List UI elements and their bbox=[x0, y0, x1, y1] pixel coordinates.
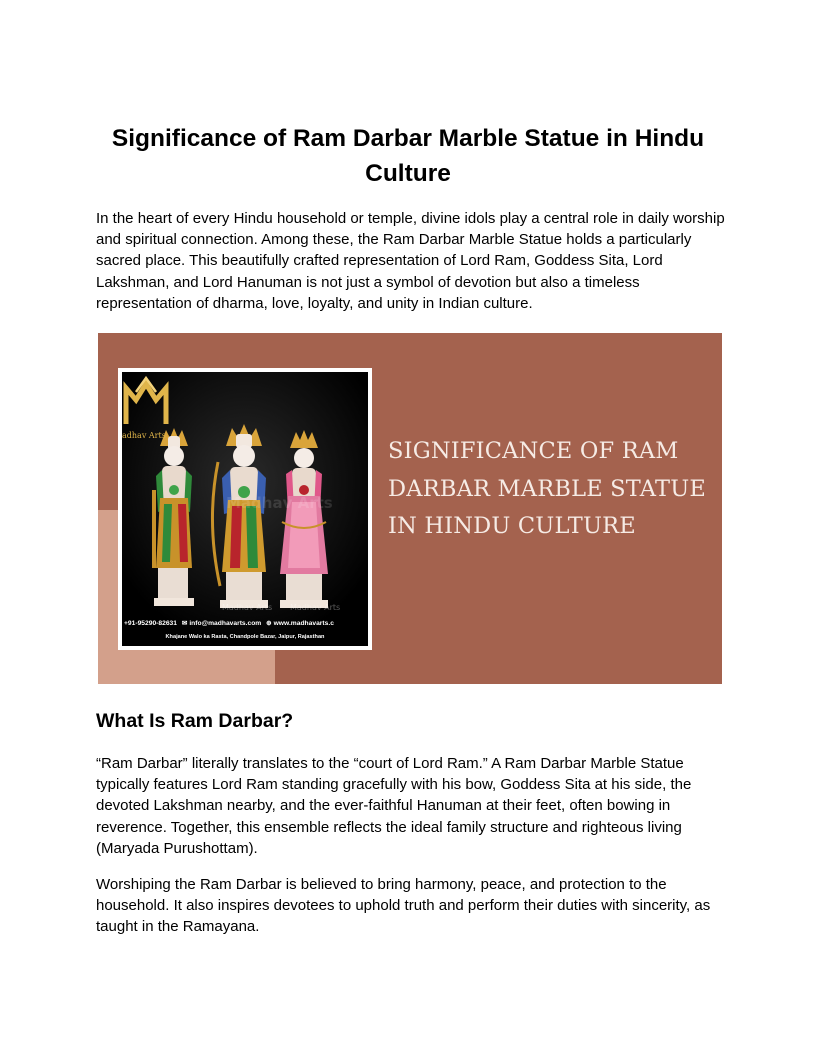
section-paragraph: “Ram Darbar” literally translates to the “court of Lord Ram.” A Ram Darbar Marble Statue typically features Lord Ram standing gracefully with his bow, Goddess Sita at his side, the devoted Lakshman nearby, and the ever-faithful Hanuman at their feet, often bowing in reverence. Together, this ensemble reflects the ideal family structure and righteous living (Maryada Purushottam). bbox=[96, 755, 692, 857]
statue-photo-frame bbox=[118, 368, 372, 650]
section-heading: What Is Ram Darbar? bbox=[96, 710, 294, 732]
pedestal-watermark: Madhav Arts bbox=[222, 603, 273, 612]
mail-icon: ✉ bbox=[181, 620, 188, 627]
ram-darbar-statue-photo bbox=[122, 372, 368, 646]
brand-name: adhav Arts bbox=[122, 431, 166, 440]
intro-paragraph: In the heart of every Hindu household or temple, divine idols play a central role in daily worship and spiritual connection. Among these, the Ram Darbar Marble Statue holds a particularly sacred place. This beautifully crafted representation of Lord Ram, Goddess Sita, Lord Lakshman, and Lord Hanuman is not just a symbol of devotion but also a timeless representation of dharma, love, loyalty, and unity in Indian culture. bbox=[96, 210, 725, 312]
shop-address: Khajane Walo ka Rasta, Chandpole Bazar, Jaipur, Rajasthan bbox=[165, 634, 325, 640]
banner-title: SIGNIFICANCE OF RAM DARBAR MARBLE STATUE IN HINDU CULTURE bbox=[388, 438, 706, 539]
photo-watermark: Madhav Arts bbox=[226, 494, 333, 512]
contact-line bbox=[124, 619, 368, 627]
pedestal-watermark: Madhav Arts bbox=[290, 603, 341, 612]
page-title: Significance of Ram Darbar Marble Statue in Hindu Culture bbox=[111, 125, 705, 187]
email-address: info@madhavarts.com bbox=[189, 620, 262, 627]
section-paragraph: Worshiping the Ram Darbar is believed to bring harmony, peace, and protection to the household. It also inspires devotees to uphold truth and perform their duties with sincerity, as taught in the Ramayana. bbox=[96, 876, 711, 936]
article-banner bbox=[98, 333, 722, 684]
statue-illustration bbox=[122, 372, 368, 646]
website-url: www.madhavarts.c bbox=[273, 620, 334, 627]
phone-number: +91-95290-82631 bbox=[124, 620, 177, 627]
globe-icon: ⊕ bbox=[266, 620, 272, 627]
